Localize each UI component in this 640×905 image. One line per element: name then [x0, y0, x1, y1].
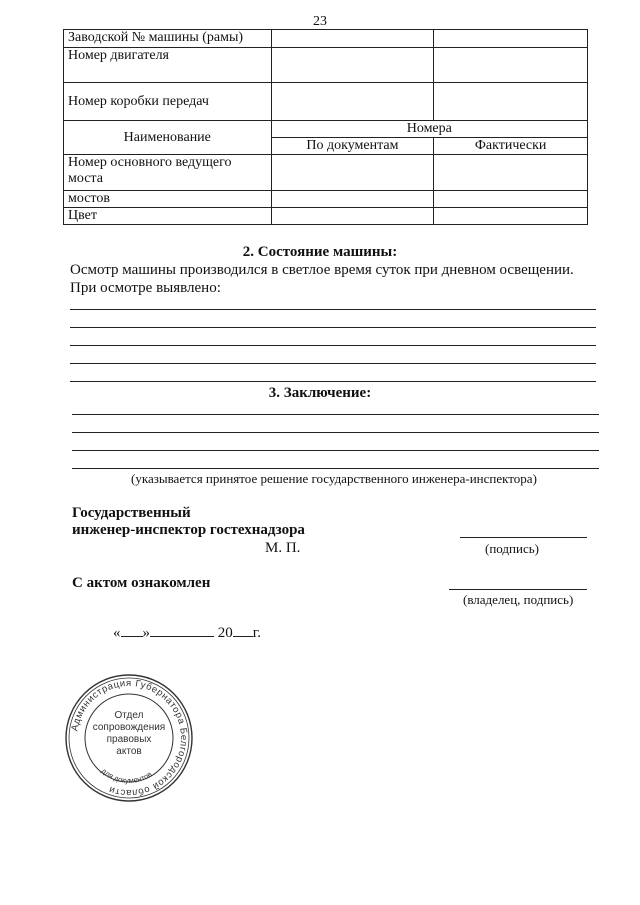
stamp-center-line4: актов: [116, 746, 142, 757]
header-numbers: Номера: [271, 121, 587, 138]
signature-line: [460, 537, 587, 538]
table-cell: [434, 208, 588, 225]
table-cell: [434, 191, 588, 208]
table-row: [64, 83, 588, 121]
date-quote-open: «: [113, 625, 121, 641]
table-cell: [434, 155, 588, 191]
table-cell-label: мостов: [64, 191, 272, 208]
month-blank: [150, 636, 214, 637]
fill-line: [72, 414, 599, 415]
table-cell-label: Заводской № машины (рамы): [64, 30, 272, 48]
table-cell-label: Номер двигателя: [64, 48, 272, 83]
stamp-center-line1: Отдел: [114, 710, 144, 721]
section2-line2: При осмотре выявлено:: [70, 280, 221, 296]
date-quote-close: »: [142, 625, 150, 641]
table-cell: [271, 208, 434, 225]
table-cell: [271, 30, 434, 48]
table-row: [64, 155, 588, 191]
fill-line: [70, 363, 596, 364]
stamp-center-line3: правовых: [106, 734, 152, 745]
fill-line: [70, 327, 596, 328]
section2-title: 2. Состояние машины:: [242, 244, 398, 260]
fill-line: [72, 432, 599, 433]
owner-signature-line: [449, 589, 587, 590]
stamp-place-mp: М. П.: [265, 540, 301, 556]
vehicle-numbers-table: [63, 29, 588, 225]
stamp-ring-text: Администрация Губернатора Белгородской области: [69, 677, 190, 799]
inspector-title-line1: Государственный: [72, 505, 191, 521]
inspector-title-line2: инженер-инспектор гостехнадзора: [72, 522, 305, 538]
table-cell-label: Номер основного ведущего моста: [64, 155, 272, 191]
section3-title: 3. Заключение:: [268, 385, 372, 401]
official-stamp: [63, 672, 195, 804]
header-name: Наименование: [64, 121, 272, 155]
acquainted-label: С актом ознакомлен: [72, 575, 211, 591]
year-prefix: 20: [217, 625, 233, 641]
table-cell: [434, 30, 588, 48]
section3-note: (указывается принятое решение государственного инженера-инспектора): [131, 471, 537, 486]
header-docs: По документам: [271, 138, 434, 155]
fill-line: [70, 309, 596, 310]
table-row: [64, 30, 588, 48]
header-actual: Фактически: [434, 138, 588, 155]
date-line: [113, 625, 261, 642]
table-cell-label: Номер коробки передач: [64, 83, 272, 121]
fill-line: [72, 468, 599, 469]
stamp-bottom-text: для документов: [99, 766, 154, 786]
stamp-center-line2: сопровождения: [92, 722, 166, 733]
table-cell: [271, 83, 434, 121]
fill-line: [72, 450, 599, 451]
year-suffix: г.: [252, 625, 261, 641]
table-cell: [434, 48, 588, 83]
year-blank: [233, 636, 253, 637]
table-cell: [271, 191, 434, 208]
owner-caption: (владелец, подпись): [463, 592, 574, 607]
day-blank: [121, 636, 143, 637]
table-cell: [271, 155, 434, 191]
page-number: 23: [313, 14, 327, 29]
fill-line: [70, 381, 596, 382]
table-cell-label: Цвет: [64, 208, 272, 225]
table-row: [64, 191, 588, 208]
signature-caption: (подпись): [485, 541, 539, 556]
table-cell: [271, 48, 434, 83]
table-cell: [434, 83, 588, 121]
fill-line: [70, 345, 596, 346]
section2-line1: Осмотр машины производился в светлое время суток при дневном освещении.: [70, 262, 574, 278]
table-header-row: [64, 121, 588, 138]
table-row: [64, 48, 588, 83]
table-row: [64, 208, 588, 225]
svg-text:для документов: [100, 766, 154, 785]
